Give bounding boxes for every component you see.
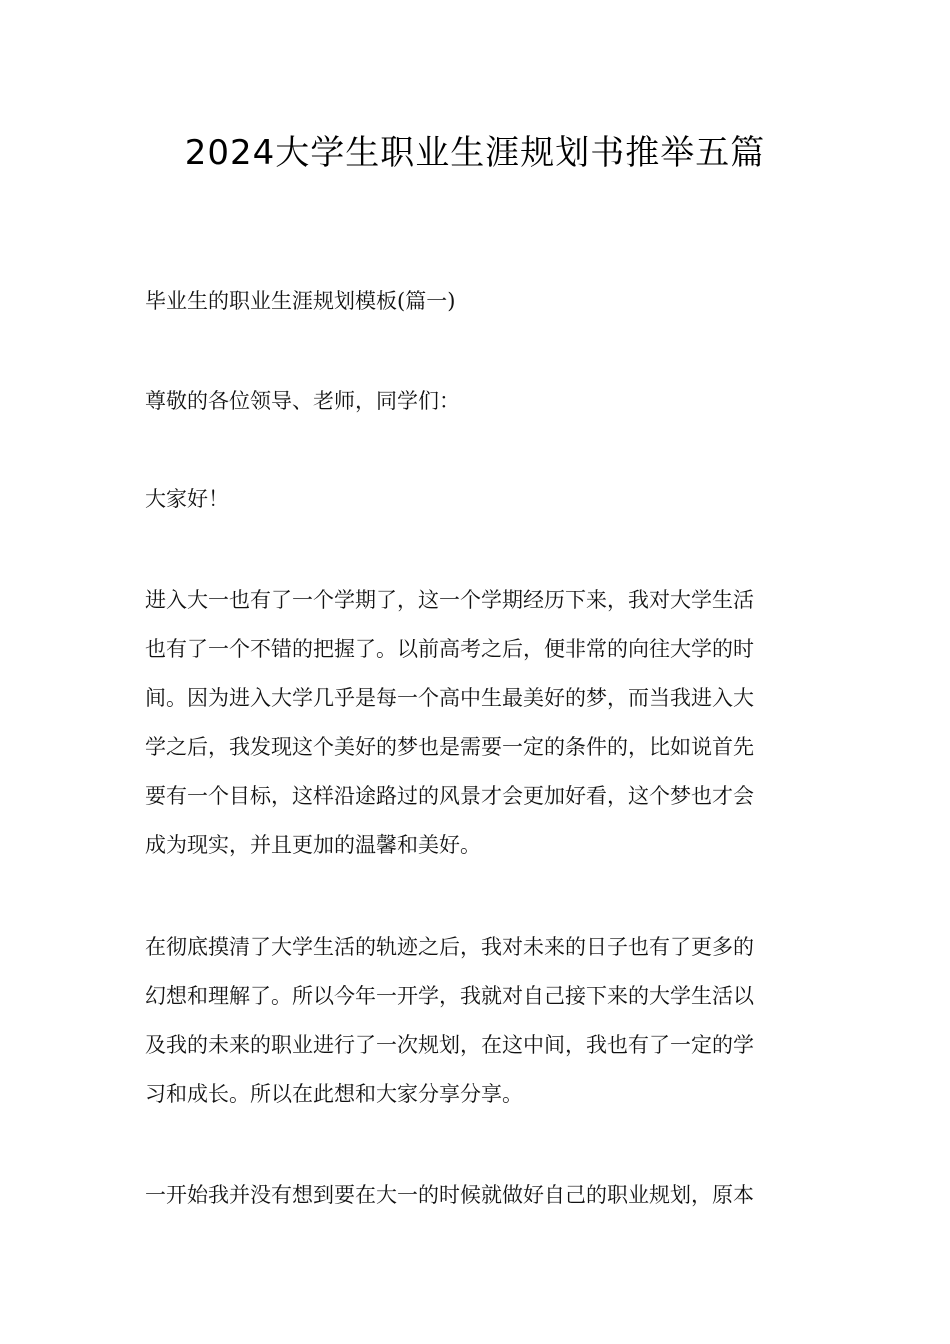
document-title: 2024大学生职业生涯规划书推举五篇 <box>184 133 766 173</box>
paragraph-line: 也有了一个不错的把握了。以前高考之后，便非常的向往大学的时 <box>145 637 754 661</box>
paragraph-line: 进入大一也有了一个学期了，这一个学期经历下来，我对大学生活 <box>145 588 754 612</box>
paragraph-line: 习和成长。所以在此想和大家分享分享。 <box>145 1082 523 1106</box>
paragraph-line: 间。因为进入大学几乎是每一个高中生最美好的梦，而当我进入大 <box>145 686 754 710</box>
paragraph-line: 在彻底摸清了大学生活的轨迹之后，我对未来的日子也有了更多的 <box>145 935 754 959</box>
salutation: 尊敬的各位领导、老师，同学们： <box>145 389 460 413</box>
paragraph-line: 要有一个目标，这样沿途路过的风景才会更加好看，这个梦也才会 <box>145 784 754 808</box>
section-heading: 毕业生的职业生涯规划模板(篇一) <box>145 289 456 313</box>
greeting: 大家好！ <box>145 487 229 511</box>
paragraph-line: 一开始我并没有想到要在大一的时候就做好自己的职业规划，原本 <box>145 1183 754 1207</box>
paragraph-line: 幻想和理解了。所以今年一开学，我就对自己接下来的大学生活以 <box>145 984 754 1008</box>
paragraph-line: 成为现实，并且更加的温馨和美好。 <box>145 833 481 857</box>
paragraph-line: 学之后，我发现这个美好的梦也是需要一定的条件的，比如说首先 <box>145 735 754 759</box>
paragraph-line: 及我的未来的职业进行了一次规划，在这中间，我也有了一定的学 <box>145 1033 754 1057</box>
